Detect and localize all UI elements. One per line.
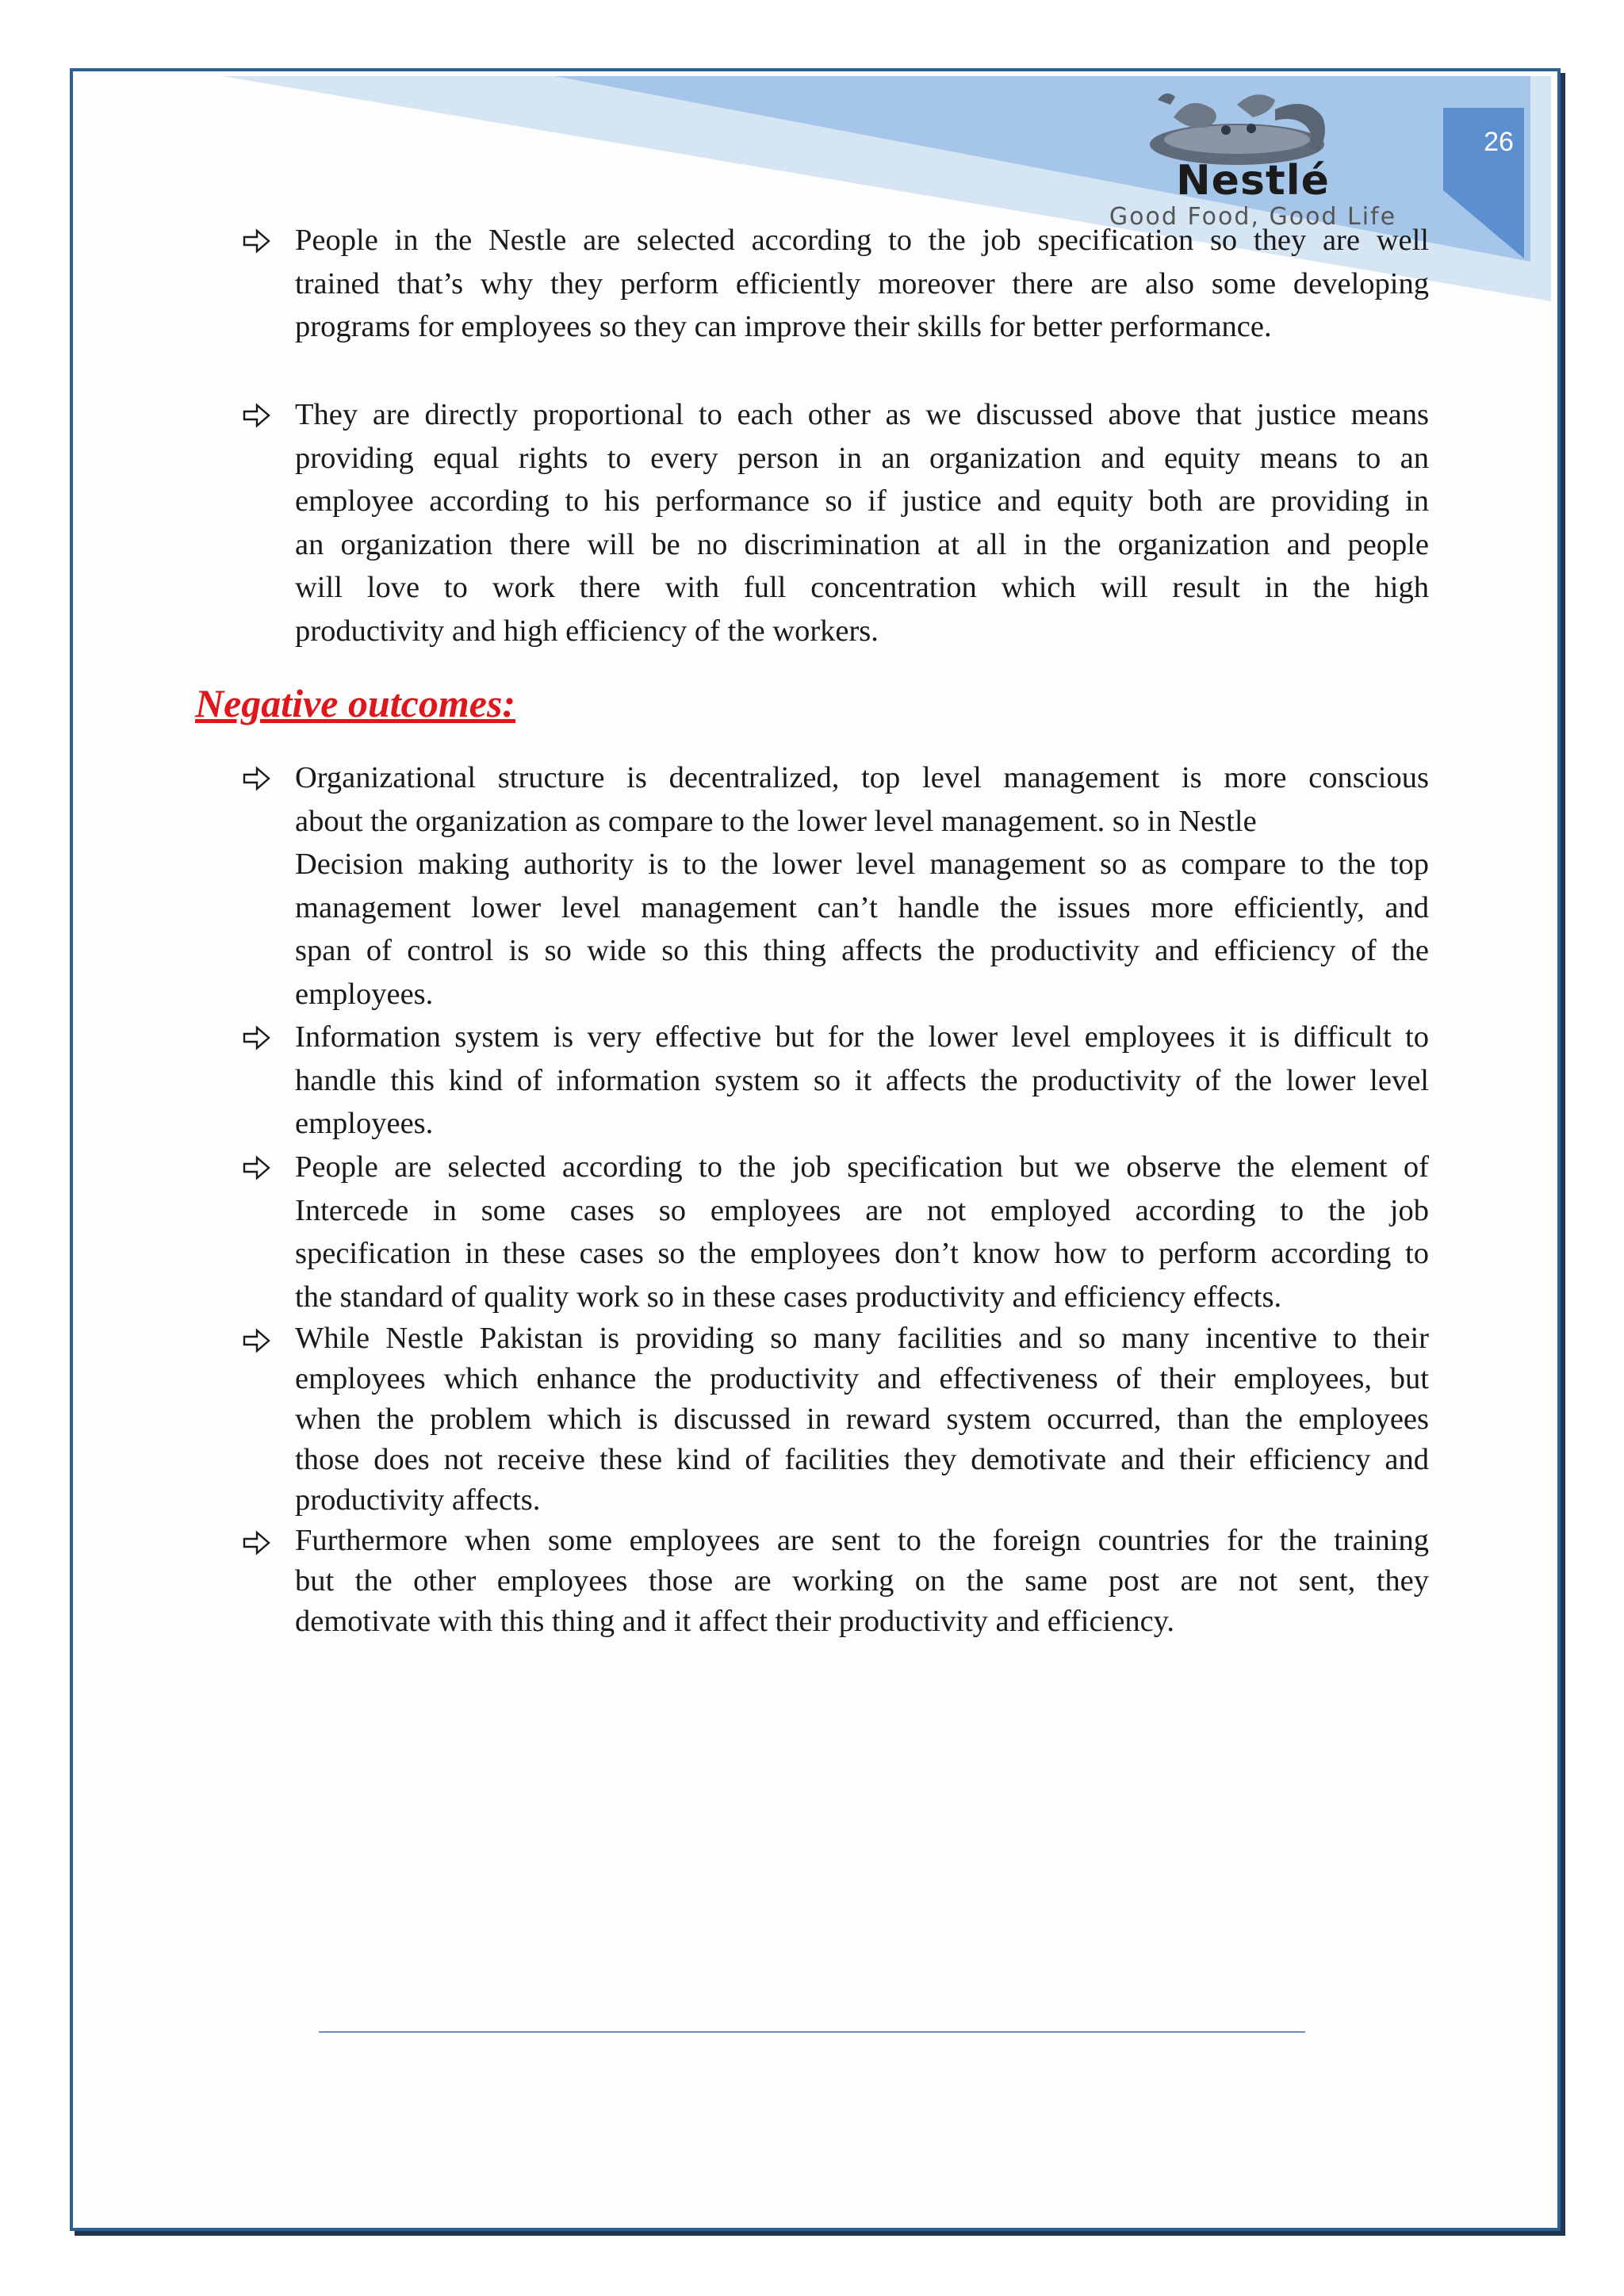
footer-divider bbox=[319, 2031, 1305, 2033]
paragraph-line: but the other employees those are working on the same post are not sent, they bbox=[295, 1564, 1429, 1598]
nestle-logo bbox=[1039, 82, 1435, 231]
arrow-right-icon bbox=[241, 763, 273, 794]
paragraph-line: when the problem which is discussed in reward system occurred, than the employees bbox=[295, 1402, 1429, 1436]
paragraph-line: providing equal rights to every person in an organization and equity means to an bbox=[295, 441, 1429, 475]
paragraph-line: management lower level management can’t handle the issues more efficiently, and bbox=[295, 890, 1429, 924]
paragraph-line: span of control is so wide so this thing affects the productivity and efficiency of the bbox=[295, 934, 1429, 967]
paragraph-line: trained that’s why they perform efficiently moreover there are also some developing bbox=[295, 266, 1429, 300]
paragraph-line: employees. bbox=[295, 977, 434, 1011]
paragraph-line: People in the Nestle are selected according to the job specification so they are well bbox=[295, 224, 1429, 257]
logo-tagline: Good Food, Good Life bbox=[1109, 203, 1397, 231]
paragraph-line: will love to work there with full concentration which will result in the high bbox=[295, 571, 1429, 604]
nestle-wordmark: Nestlé bbox=[1176, 157, 1330, 205]
paragraph-line: productivity affects. bbox=[295, 1483, 541, 1517]
section-heading: Negative outcomes: bbox=[195, 681, 516, 725]
arrow-right-icon bbox=[241, 400, 273, 431]
paragraph-line: Intercede in some cases so employees are not employed according to the job bbox=[295, 1193, 1429, 1227]
paragraph-line: Furthermore when some employees are sent to the foreign countries for the training bbox=[295, 1524, 1429, 1557]
paragraph-line: programs for employees so they can improve their skills for better performance. bbox=[295, 310, 1272, 343]
list-item bbox=[295, 393, 1429, 652]
list-item bbox=[295, 1016, 1429, 1146]
arrow-right-icon bbox=[241, 1152, 273, 1184]
paragraph-line: employee according to his performance so if justice and equity both are providing in bbox=[295, 484, 1429, 518]
paragraph-line: demotivate with this thing and it affect their productivity and efficiency. bbox=[295, 1605, 1175, 1638]
paragraph-line: productivity and high efficiency of the workers. bbox=[295, 614, 879, 648]
list-item bbox=[295, 1318, 1429, 1521]
arrow-right-icon bbox=[241, 1325, 273, 1357]
paragraph-line: While Nestle Pakistan is providing so many facilities and so many incentive to their bbox=[295, 1322, 1429, 1355]
paragraph-line: handle this kind of information system so it affects the productivity of the lower level bbox=[295, 1063, 1429, 1097]
paragraph-line: They are directly proportional to each other as we discussed above that justice means bbox=[295, 398, 1429, 431]
list-item bbox=[295, 756, 1429, 1016]
paragraph-line: Decision making authority is to the lower level management so as compare to the top bbox=[295, 848, 1429, 881]
paragraph-line: employees. bbox=[295, 1107, 434, 1140]
paragraph-line: those does not receive these kind of facilities they demotivate and their efficiency and bbox=[295, 1443, 1429, 1476]
paragraph-line: People are selected according to the job specification but we observe the element of bbox=[295, 1150, 1429, 1184]
paragraph-line: Information system is very effective but for the lower level employees it is difficult to bbox=[295, 1020, 1429, 1054]
list-item bbox=[295, 1146, 1429, 1318]
paragraph-line: Organizational structure is decentralized, top level management is more conscious bbox=[295, 761, 1429, 794]
list-item bbox=[295, 219, 1429, 349]
paragraph-line: about the organization as compare to the lower level management. so in Nestle bbox=[295, 804, 1257, 838]
arrow-right-icon bbox=[241, 225, 273, 257]
list-item bbox=[295, 1521, 1429, 1642]
page-number: 26 bbox=[1484, 127, 1514, 157]
paragraph-line: the standard of quality work so in these cases productivity and efficiency effects. bbox=[295, 1280, 1282, 1314]
arrow-right-icon bbox=[241, 1527, 273, 1559]
paragraph-line: specification in these cases so the employees don’t know how to perform according to bbox=[295, 1237, 1429, 1270]
arrow-right-icon bbox=[241, 1022, 273, 1054]
paragraph-line: employees which enhance the productivity and effectiveness of their employees, but bbox=[295, 1362, 1429, 1395]
paragraph-line: an organization there will be no discrimination at all in the organization and people bbox=[295, 527, 1429, 561]
